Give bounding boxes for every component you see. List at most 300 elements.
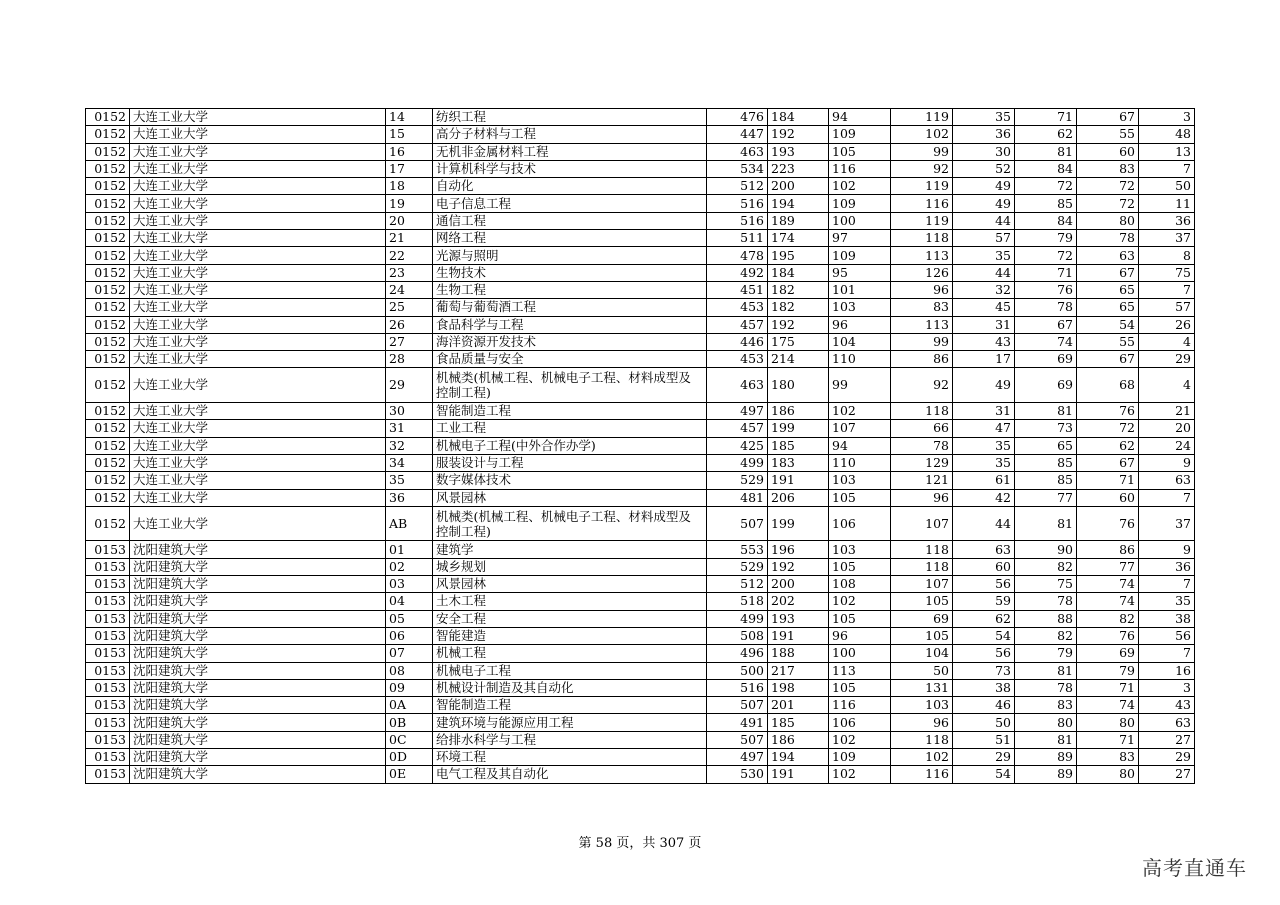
watermark-logo: 高考直通车 bbox=[1142, 856, 1247, 880]
major-name-cell: 建筑学 bbox=[433, 541, 707, 558]
score-4-cell: 73 bbox=[953, 662, 1015, 679]
score-total-cell: 491 bbox=[707, 714, 768, 731]
score-2-cell: 105 bbox=[829, 558, 891, 575]
school-name-cell: 大连工业大学 bbox=[130, 195, 386, 212]
major-code-cell: 28 bbox=[386, 351, 433, 368]
score-1-cell: 223 bbox=[768, 160, 829, 177]
table-row bbox=[86, 714, 1195, 731]
score-5-cell: 75 bbox=[1015, 576, 1077, 593]
plan-count-cell: 63 bbox=[1139, 714, 1195, 731]
major-code-cell: 27 bbox=[386, 333, 433, 350]
score-2-cell: 110 bbox=[829, 351, 891, 368]
plan-count-cell: 24 bbox=[1139, 437, 1195, 454]
school-name-cell: 大连工业大学 bbox=[130, 489, 386, 506]
table-row bbox=[86, 403, 1195, 420]
school-name-cell: 大连工业大学 bbox=[130, 351, 386, 368]
score-1-cell: 200 bbox=[768, 178, 829, 195]
score-3-cell: 99 bbox=[891, 333, 953, 350]
plan-count-cell: 7 bbox=[1139, 645, 1195, 662]
score-total-cell: 529 bbox=[707, 472, 768, 489]
school-name-cell: 大连工业大学 bbox=[130, 160, 386, 177]
score-5-cell: 81 bbox=[1015, 662, 1077, 679]
score-1-cell: 192 bbox=[768, 126, 829, 143]
score-6-cell: 82 bbox=[1077, 610, 1139, 627]
major-name-cell: 风景园林 bbox=[433, 576, 707, 593]
score-total-cell: 453 bbox=[707, 351, 768, 368]
plan-count-cell: 29 bbox=[1139, 351, 1195, 368]
score-3-cell: 118 bbox=[891, 558, 953, 575]
score-4-cell: 56 bbox=[953, 576, 1015, 593]
score-1-cell: 182 bbox=[768, 299, 829, 316]
school-code-cell: 0152 bbox=[86, 109, 130, 126]
score-total-cell: 496 bbox=[707, 645, 768, 662]
score-5-cell: 78 bbox=[1015, 593, 1077, 610]
page-number: 第 58 页，共 307 页 bbox=[578, 836, 702, 851]
score-2-cell: 116 bbox=[829, 160, 891, 177]
score-total-cell: 516 bbox=[707, 679, 768, 696]
major-code-cell: 06 bbox=[386, 627, 433, 644]
school-name-cell: 大连工业大学 bbox=[130, 368, 386, 403]
major-name-cell: 网络工程 bbox=[433, 230, 707, 247]
score-5-cell: 79 bbox=[1015, 645, 1077, 662]
school-name-cell: 大连工业大学 bbox=[130, 281, 386, 298]
plan-count-cell: 27 bbox=[1139, 731, 1195, 748]
score-2-cell: 109 bbox=[829, 247, 891, 264]
score-total-cell: 507 bbox=[707, 697, 768, 714]
school-name-cell: 大连工业大学 bbox=[130, 472, 386, 489]
score-5-cell: 79 bbox=[1015, 230, 1077, 247]
score-1-cell: 185 bbox=[768, 437, 829, 454]
school-code-cell: 0152 bbox=[86, 437, 130, 454]
score-2-cell: 102 bbox=[829, 766, 891, 783]
school-name-cell: 大连工业大学 bbox=[130, 264, 386, 281]
score-2-cell: 104 bbox=[829, 333, 891, 350]
score-total-cell: 500 bbox=[707, 662, 768, 679]
score-4-cell: 44 bbox=[953, 506, 1015, 541]
major-code-cell: 04 bbox=[386, 593, 433, 610]
score-1-cell: 195 bbox=[768, 247, 829, 264]
score-3-cell: 92 bbox=[891, 160, 953, 177]
major-code-cell: 32 bbox=[386, 437, 433, 454]
school-code-cell: 0153 bbox=[86, 576, 130, 593]
major-code-cell: 03 bbox=[386, 576, 433, 593]
plan-count-cell: 29 bbox=[1139, 748, 1195, 765]
score-1-cell: 186 bbox=[768, 403, 829, 420]
score-total-cell: 451 bbox=[707, 281, 768, 298]
score-3-cell: 102 bbox=[891, 748, 953, 765]
table-row bbox=[86, 264, 1195, 281]
score-5-cell: 67 bbox=[1015, 316, 1077, 333]
score-1-cell: 186 bbox=[768, 731, 829, 748]
table-row bbox=[86, 506, 1195, 541]
school-name-cell: 沈阳建筑大学 bbox=[130, 576, 386, 593]
school-code-cell: 0152 bbox=[86, 368, 130, 403]
score-6-cell: 55 bbox=[1077, 126, 1139, 143]
score-6-cell: 80 bbox=[1077, 212, 1139, 229]
score-total-cell: 516 bbox=[707, 212, 768, 229]
score-4-cell: 46 bbox=[953, 697, 1015, 714]
score-total-cell: 453 bbox=[707, 299, 768, 316]
major-code-cell: 22 bbox=[386, 247, 433, 264]
school-code-cell: 0152 bbox=[86, 126, 130, 143]
school-code-cell: 0152 bbox=[86, 143, 130, 160]
score-1-cell: 192 bbox=[768, 316, 829, 333]
score-6-cell: 80 bbox=[1077, 766, 1139, 783]
score-total-cell: 518 bbox=[707, 593, 768, 610]
score-total-cell: 476 bbox=[707, 109, 768, 126]
score-2-cell: 101 bbox=[829, 281, 891, 298]
score-total-cell: 530 bbox=[707, 766, 768, 783]
school-code-cell: 0152 bbox=[86, 316, 130, 333]
major-name-cell: 土木工程 bbox=[433, 593, 707, 610]
school-name-cell: 大连工业大学 bbox=[130, 178, 386, 195]
plan-count-cell: 27 bbox=[1139, 766, 1195, 783]
score-1-cell: 185 bbox=[768, 714, 829, 731]
table-row bbox=[86, 541, 1195, 558]
school-code-cell: 0152 bbox=[86, 420, 130, 437]
score-1-cell: 194 bbox=[768, 195, 829, 212]
score-2-cell: 100 bbox=[829, 212, 891, 229]
school-code-cell: 0152 bbox=[86, 230, 130, 247]
score-1-cell: 196 bbox=[768, 541, 829, 558]
score-4-cell: 32 bbox=[953, 281, 1015, 298]
score-2-cell: 106 bbox=[829, 506, 891, 541]
score-2-cell: 108 bbox=[829, 576, 891, 593]
score-3-cell: 92 bbox=[891, 368, 953, 403]
score-2-cell: 105 bbox=[829, 679, 891, 696]
score-6-cell: 78 bbox=[1077, 230, 1139, 247]
score-3-cell: 107 bbox=[891, 506, 953, 541]
score-1-cell: 202 bbox=[768, 593, 829, 610]
score-3-cell: 86 bbox=[891, 351, 953, 368]
score-3-cell: 129 bbox=[891, 454, 953, 471]
major-code-cell: 21 bbox=[386, 230, 433, 247]
score-1-cell: 191 bbox=[768, 627, 829, 644]
score-2-cell: 103 bbox=[829, 299, 891, 316]
score-6-cell: 71 bbox=[1077, 731, 1139, 748]
school-code-cell: 0152 bbox=[86, 351, 130, 368]
score-2-cell: 109 bbox=[829, 126, 891, 143]
score-4-cell: 45 bbox=[953, 299, 1015, 316]
school-code-cell: 0152 bbox=[86, 454, 130, 471]
major-code-cell: 09 bbox=[386, 679, 433, 696]
score-2-cell: 103 bbox=[829, 472, 891, 489]
score-4-cell: 44 bbox=[953, 212, 1015, 229]
score-total-cell: 497 bbox=[707, 403, 768, 420]
score-3-cell: 66 bbox=[891, 420, 953, 437]
score-4-cell: 35 bbox=[953, 109, 1015, 126]
score-6-cell: 54 bbox=[1077, 316, 1139, 333]
school-code-cell: 0153 bbox=[86, 714, 130, 731]
score-3-cell: 107 bbox=[891, 576, 953, 593]
score-5-cell: 80 bbox=[1015, 714, 1077, 731]
score-4-cell: 52 bbox=[953, 160, 1015, 177]
score-6-cell: 65 bbox=[1077, 281, 1139, 298]
plan-count-cell: 37 bbox=[1139, 506, 1195, 541]
major-code-cell: 16 bbox=[386, 143, 433, 160]
plan-count-cell: 56 bbox=[1139, 627, 1195, 644]
score-4-cell: 35 bbox=[953, 437, 1015, 454]
score-3-cell: 99 bbox=[891, 143, 953, 160]
major-code-cell: 05 bbox=[386, 610, 433, 627]
score-total-cell: 553 bbox=[707, 541, 768, 558]
score-1-cell: 199 bbox=[768, 506, 829, 541]
school-code-cell: 0153 bbox=[86, 541, 130, 558]
score-4-cell: 42 bbox=[953, 489, 1015, 506]
plan-count-cell: 7 bbox=[1139, 160, 1195, 177]
score-4-cell: 35 bbox=[953, 454, 1015, 471]
score-4-cell: 29 bbox=[953, 748, 1015, 765]
school-code-cell: 0152 bbox=[86, 160, 130, 177]
score-6-cell: 72 bbox=[1077, 195, 1139, 212]
score-5-cell: 89 bbox=[1015, 766, 1077, 783]
score-5-cell: 88 bbox=[1015, 610, 1077, 627]
score-4-cell: 54 bbox=[953, 766, 1015, 783]
score-6-cell: 86 bbox=[1077, 541, 1139, 558]
major-code-cell: 36 bbox=[386, 489, 433, 506]
major-name-cell: 环境工程 bbox=[433, 748, 707, 765]
major-code-cell: 25 bbox=[386, 299, 433, 316]
table-row bbox=[86, 195, 1195, 212]
score-5-cell: 81 bbox=[1015, 731, 1077, 748]
plan-count-cell: 7 bbox=[1139, 281, 1195, 298]
school-code-cell: 0152 bbox=[86, 247, 130, 264]
score-total-cell: 508 bbox=[707, 627, 768, 644]
score-2-cell: 116 bbox=[829, 697, 891, 714]
plan-count-cell: 3 bbox=[1139, 109, 1195, 126]
major-name-cell: 电子信息工程 bbox=[433, 195, 707, 212]
major-name-cell: 计算机科学与技术 bbox=[433, 160, 707, 177]
score-2-cell: 102 bbox=[829, 593, 891, 610]
score-2-cell: 95 bbox=[829, 264, 891, 281]
score-3-cell: 69 bbox=[891, 610, 953, 627]
score-total-cell: 447 bbox=[707, 126, 768, 143]
score-6-cell: 69 bbox=[1077, 645, 1139, 662]
plan-count-cell: 21 bbox=[1139, 403, 1195, 420]
school-name-cell: 大连工业大学 bbox=[130, 109, 386, 126]
table-body bbox=[86, 109, 1195, 784]
major-name-cell: 机械电子工程 bbox=[433, 662, 707, 679]
score-1-cell: 193 bbox=[768, 610, 829, 627]
major-code-cell: 26 bbox=[386, 316, 433, 333]
score-total-cell: 463 bbox=[707, 143, 768, 160]
major-name-cell: 食品科学与工程 bbox=[433, 316, 707, 333]
score-2-cell: 105 bbox=[829, 143, 891, 160]
score-4-cell: 31 bbox=[953, 403, 1015, 420]
score-3-cell: 83 bbox=[891, 299, 953, 316]
score-5-cell: 90 bbox=[1015, 541, 1077, 558]
score-total-cell: 511 bbox=[707, 230, 768, 247]
score-4-cell: 36 bbox=[953, 126, 1015, 143]
score-4-cell: 44 bbox=[953, 264, 1015, 281]
plan-count-cell: 7 bbox=[1139, 489, 1195, 506]
score-5-cell: 83 bbox=[1015, 697, 1077, 714]
major-code-cell: 0E bbox=[386, 766, 433, 783]
score-4-cell: 54 bbox=[953, 627, 1015, 644]
school-name-cell: 大连工业大学 bbox=[130, 454, 386, 471]
major-code-cell: 01 bbox=[386, 541, 433, 558]
score-5-cell: 85 bbox=[1015, 472, 1077, 489]
score-4-cell: 60 bbox=[953, 558, 1015, 575]
school-name-cell: 大连工业大学 bbox=[130, 247, 386, 264]
major-name-cell: 智能制造工程 bbox=[433, 403, 707, 420]
score-total-cell: 478 bbox=[707, 247, 768, 264]
major-name-cell: 智能制造工程 bbox=[433, 697, 707, 714]
major-name-cell: 服装设计与工程 bbox=[433, 454, 707, 471]
table-row bbox=[86, 748, 1195, 765]
plan-count-cell: 3 bbox=[1139, 679, 1195, 696]
score-5-cell: 69 bbox=[1015, 351, 1077, 368]
score-6-cell: 74 bbox=[1077, 593, 1139, 610]
score-3-cell: 96 bbox=[891, 714, 953, 731]
score-3-cell: 104 bbox=[891, 645, 953, 662]
major-code-cell: 23 bbox=[386, 264, 433, 281]
score-6-cell: 67 bbox=[1077, 351, 1139, 368]
major-name-cell: 无机非金属材料工程 bbox=[433, 143, 707, 160]
score-total-cell: 534 bbox=[707, 160, 768, 177]
table-row bbox=[86, 454, 1195, 471]
major-code-cell: 08 bbox=[386, 662, 433, 679]
school-code-cell: 0152 bbox=[86, 264, 130, 281]
score-3-cell: 78 bbox=[891, 437, 953, 454]
score-total-cell: 446 bbox=[707, 333, 768, 350]
plan-count-cell: 4 bbox=[1139, 368, 1195, 403]
plan-count-cell: 35 bbox=[1139, 593, 1195, 610]
school-code-cell: 0153 bbox=[86, 662, 130, 679]
score-6-cell: 74 bbox=[1077, 576, 1139, 593]
score-5-cell: 71 bbox=[1015, 109, 1077, 126]
plan-count-cell: 9 bbox=[1139, 541, 1195, 558]
score-1-cell: 199 bbox=[768, 420, 829, 437]
score-4-cell: 51 bbox=[953, 731, 1015, 748]
major-name-cell: 生物工程 bbox=[433, 281, 707, 298]
table-row bbox=[86, 160, 1195, 177]
school-name-cell: 大连工业大学 bbox=[130, 126, 386, 143]
score-5-cell: 78 bbox=[1015, 299, 1077, 316]
score-2-cell: 110 bbox=[829, 454, 891, 471]
table-row bbox=[86, 316, 1195, 333]
school-code-cell: 0152 bbox=[86, 299, 130, 316]
score-6-cell: 63 bbox=[1077, 247, 1139, 264]
score-6-cell: 74 bbox=[1077, 697, 1139, 714]
table-row bbox=[86, 351, 1195, 368]
score-4-cell: 63 bbox=[953, 541, 1015, 558]
plan-count-cell: 7 bbox=[1139, 576, 1195, 593]
score-total-cell: 425 bbox=[707, 437, 768, 454]
score-total-cell: 492 bbox=[707, 264, 768, 281]
major-code-cell: 0B bbox=[386, 714, 433, 731]
score-5-cell: 81 bbox=[1015, 403, 1077, 420]
table-row bbox=[86, 178, 1195, 195]
score-2-cell: 94 bbox=[829, 109, 891, 126]
score-1-cell: 184 bbox=[768, 109, 829, 126]
table-row bbox=[86, 645, 1195, 662]
major-name-cell: 机械工程 bbox=[433, 645, 707, 662]
score-6-cell: 71 bbox=[1077, 472, 1139, 489]
score-3-cell: 50 bbox=[891, 662, 953, 679]
major-code-cell: 0C bbox=[386, 731, 433, 748]
plan-count-cell: 50 bbox=[1139, 178, 1195, 195]
score-2-cell: 105 bbox=[829, 489, 891, 506]
score-5-cell: 78 bbox=[1015, 679, 1077, 696]
score-1-cell: 191 bbox=[768, 472, 829, 489]
major-name-cell: 通信工程 bbox=[433, 212, 707, 229]
table-row bbox=[86, 212, 1195, 229]
plan-count-cell: 26 bbox=[1139, 316, 1195, 333]
table-row bbox=[86, 230, 1195, 247]
school-code-cell: 0153 bbox=[86, 645, 130, 662]
score-2-cell: 97 bbox=[829, 230, 891, 247]
score-3-cell: 113 bbox=[891, 247, 953, 264]
score-5-cell: 85 bbox=[1015, 454, 1077, 471]
major-name-cell: 机械电子工程(中外合作办学) bbox=[433, 437, 707, 454]
school-code-cell: 0153 bbox=[86, 610, 130, 627]
score-1-cell: 200 bbox=[768, 576, 829, 593]
score-1-cell: 192 bbox=[768, 558, 829, 575]
major-name-cell: 工业工程 bbox=[433, 420, 707, 437]
admission-score-table bbox=[85, 108, 1195, 784]
major-code-cell: 07 bbox=[386, 645, 433, 662]
score-6-cell: 77 bbox=[1077, 558, 1139, 575]
score-5-cell: 76 bbox=[1015, 281, 1077, 298]
table-row bbox=[86, 109, 1195, 126]
school-name-cell: 大连工业大学 bbox=[130, 437, 386, 454]
score-1-cell: 201 bbox=[768, 697, 829, 714]
score-2-cell: 99 bbox=[829, 368, 891, 403]
table-row bbox=[86, 679, 1195, 696]
major-name-cell: 安全工程 bbox=[433, 610, 707, 627]
score-5-cell: 84 bbox=[1015, 160, 1077, 177]
score-4-cell: 50 bbox=[953, 714, 1015, 731]
school-code-cell: 0153 bbox=[86, 731, 130, 748]
table-row bbox=[86, 662, 1195, 679]
school-code-cell: 0153 bbox=[86, 627, 130, 644]
score-4-cell: 43 bbox=[953, 333, 1015, 350]
school-name-cell: 大连工业大学 bbox=[130, 143, 386, 160]
score-5-cell: 82 bbox=[1015, 558, 1077, 575]
score-2-cell: 100 bbox=[829, 645, 891, 662]
school-name-cell: 大连工业大学 bbox=[130, 316, 386, 333]
score-total-cell: 507 bbox=[707, 731, 768, 748]
table-row bbox=[86, 247, 1195, 264]
plan-count-cell: 9 bbox=[1139, 454, 1195, 471]
score-6-cell: 80 bbox=[1077, 714, 1139, 731]
score-5-cell: 62 bbox=[1015, 126, 1077, 143]
major-name-cell: 纺织工程 bbox=[433, 109, 707, 126]
school-code-cell: 0153 bbox=[86, 679, 130, 696]
plan-count-cell: 43 bbox=[1139, 697, 1195, 714]
major-name-cell: 电气工程及其自动化 bbox=[433, 766, 707, 783]
score-1-cell: 193 bbox=[768, 143, 829, 160]
major-name-cell: 生物技术 bbox=[433, 264, 707, 281]
school-name-cell: 沈阳建筑大学 bbox=[130, 697, 386, 714]
school-code-cell: 0152 bbox=[86, 281, 130, 298]
score-6-cell: 67 bbox=[1077, 454, 1139, 471]
major-name-cell: 自动化 bbox=[433, 178, 707, 195]
table-row bbox=[86, 610, 1195, 627]
score-6-cell: 60 bbox=[1077, 143, 1139, 160]
score-5-cell: 77 bbox=[1015, 489, 1077, 506]
score-6-cell: 72 bbox=[1077, 420, 1139, 437]
score-3-cell: 105 bbox=[891, 593, 953, 610]
score-2-cell: 113 bbox=[829, 662, 891, 679]
major-code-cell: 02 bbox=[386, 558, 433, 575]
score-2-cell: 96 bbox=[829, 316, 891, 333]
major-name-cell: 机械类(机械工程、机械电子工程、材料成型及控制工程) bbox=[433, 506, 707, 541]
score-6-cell: 83 bbox=[1077, 748, 1139, 765]
major-code-cell: 0D bbox=[386, 748, 433, 765]
score-1-cell: 188 bbox=[768, 645, 829, 662]
